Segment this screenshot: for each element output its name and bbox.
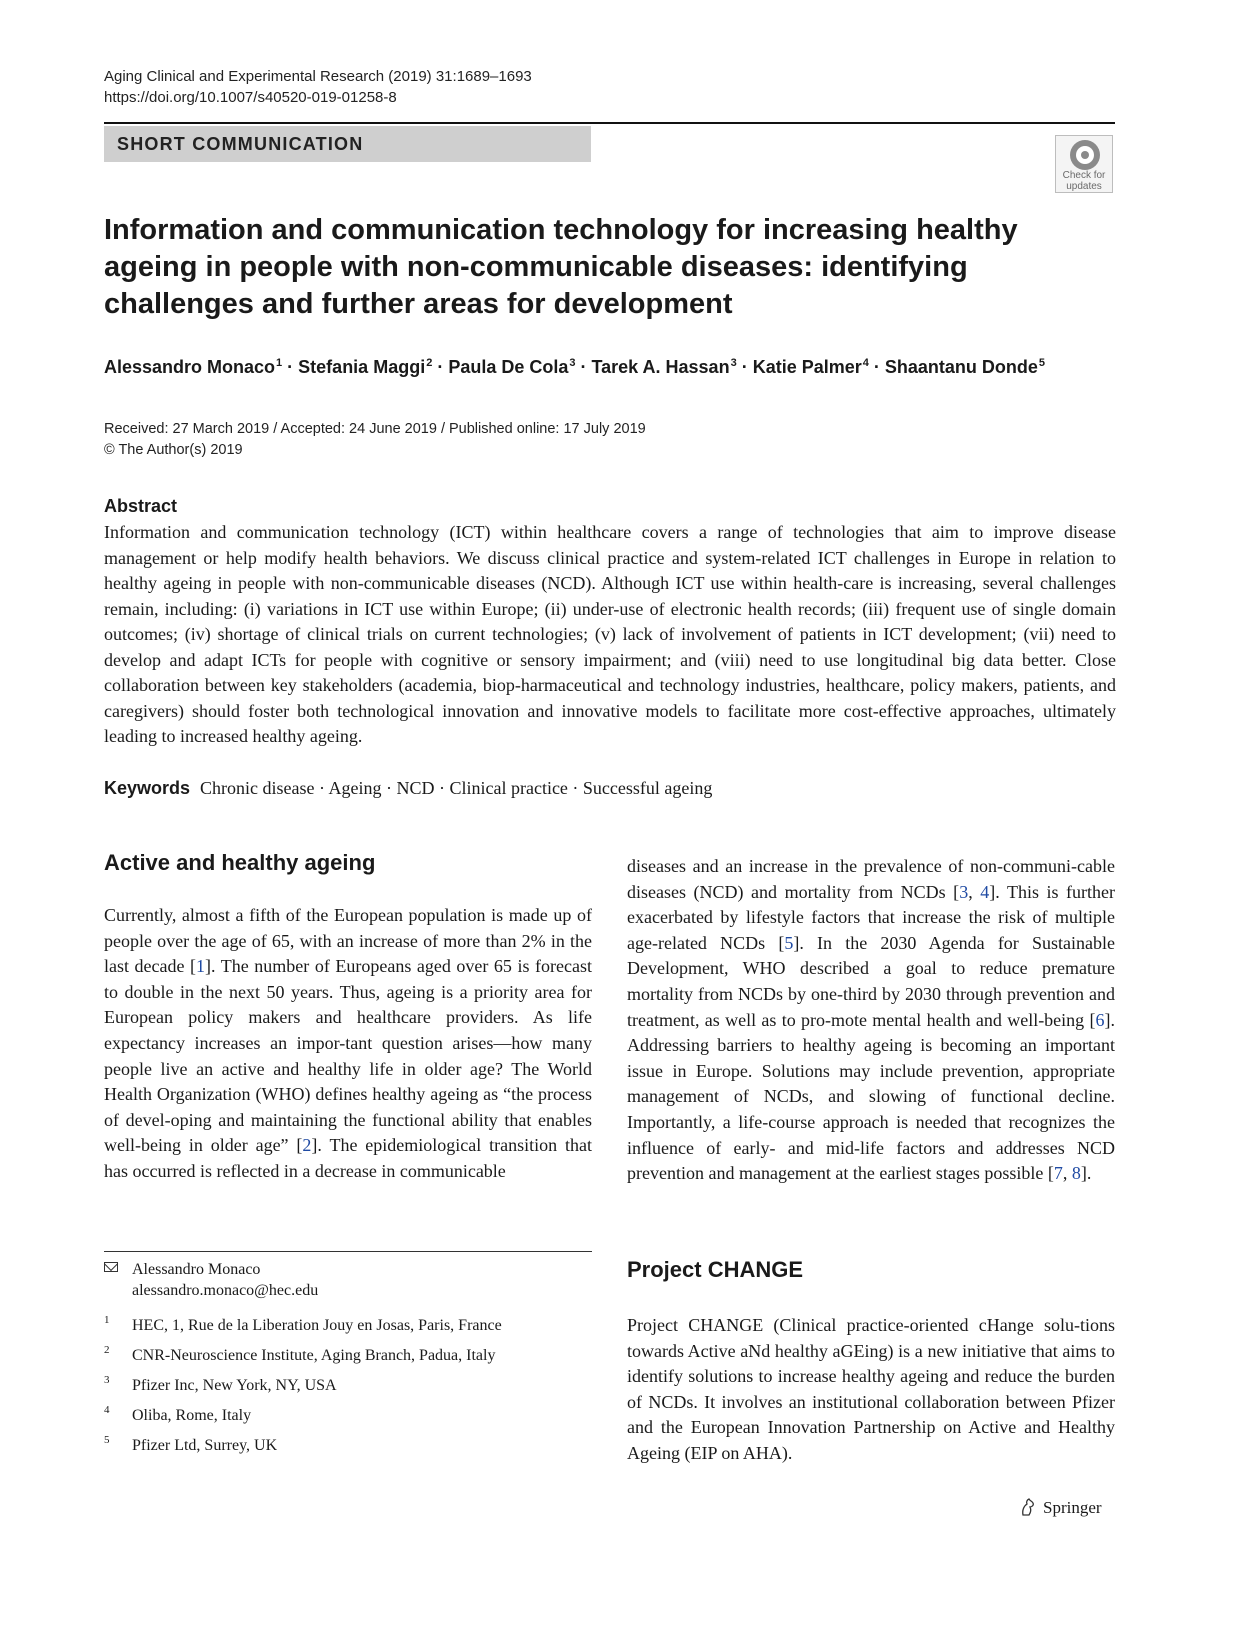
keywords-list: Chronic disease · Ageing · NCD · Clinical practice · Successful ageing (200, 778, 713, 798)
section-heading-active-ageing: Active and healthy ageing (104, 850, 376, 875)
body-paragraph: Project CHANGE (Clinical practice-oriented cHange solu-tions towards Active aNd healthy aGEing) is a new initiative that aims to identify solutions to increase healthy ageing and reduce the burden of NCDs. It involves an institutional collaboration between Pfizer and the European Innovation Partnership on Active and Healthy Ageing (EIP on AHA). (627, 1315, 1115, 1463)
history-dates: Received: 27 March 2019 / Accepted: 24 June 2019 / Published online: 17 July 2019 (104, 421, 646, 437)
abstract-heading: Abstract (104, 496, 178, 516)
publisher-name: Springer (1043, 1498, 1102, 1517)
copyright: © The Author(s) 2019 (104, 442, 243, 458)
check-for-updates-button[interactable] (1055, 135, 1113, 193)
springer-horse-icon (1019, 1497, 1037, 1517)
citation-link[interactable]: 4 (980, 881, 990, 902)
envelope-icon (104, 1262, 118, 1272)
author[interactable]: Alessandro Monaco$^1$ (104, 357, 283, 377)
doi-link[interactable]: https://doi.org/10.1007/s40520-019-01258-8 (104, 89, 397, 106)
abstract-text: Information and communication technology (ICT) within healthcare covers a range of technologies that aim to improve disease management or help modify health behaviors. We discuss clinical practice and system-related ICT challenges in Europe in relation to healthy ageing in people with non-communicable diseases (NCD). Although ICT use within health-care is increasing, several challenges remain, including: (i) variations in ICT use within Europe; (ii) under-use of electronic health records; (iii) frequent use of single domain outcomes; (iv) shortage of clinical trials on current technologies; (v) lack of involvement of patients in ICT development; (vii) need to develop and adapt ICTs for people with cognitive or sensory impairment; and (viii) need to use longitudinal big data better. Close collaboration between key stakeholders (academia, biop-harmaceutical and technology industries, healthcare, policy makers, patients, and caregivers) should foster both technological innovation and innovative models to facilitate more cost-effective approaches, ultimately leading to increased healthy ageing. (104, 522, 1116, 746)
author[interactable]: Stefania Maggi$^2$ (298, 357, 433, 377)
citation-link[interactable]: 7 (1053, 1163, 1063, 1184)
section-label-bar (104, 126, 591, 162)
citation-link[interactable]: 6 (1095, 1009, 1105, 1030)
author-list: Alessandro Monaco$^1$ · Stefania Maggi$^2$ · Paula De Cola$^3$ · Tarek A. Hassan$^3$ · Katie Palmer$^4$ · Shaantanu Donde$^5$ (104, 357, 1046, 377)
citation-link[interactable]: 8 (1071, 1163, 1081, 1184)
citation-link[interactable]: 3 (959, 881, 969, 902)
author[interactable]: Tarek A. Hassan$^3$ (591, 357, 737, 377)
journal-citation: Aging Clinical and Experimental Research (2019) 31:1689–1693 (104, 68, 532, 85)
keywords-label: Keywords (104, 778, 191, 798)
author[interactable]: Katie Palmer$^4$ (752, 357, 869, 377)
journal-header (104, 66, 532, 108)
corresponding-email[interactable]: alessandro.monaco@hec.edu (132, 1282, 319, 1299)
body-paragraph: Currently, almost a fifth of the European population is made up of people over the age of 65, with an increase of more than 2% in the last decade [1]. The number of Europeans aged over 65 is forecast to double in the next 50 years. Thus, ageing is a priority area for European policy makers and healthcare providers. As life expectancy increases an impor-tant question arises—how many people live an active and healthy life in older age? The World Health Organization (WHO) defines healthy ageing as “the process of devel-oping and maintaining the functional ability that enables well-being in older age” [2]. The epidemiological transition that has occurred is reflected in a decrease in communicable (104, 905, 592, 1181)
publisher-logo (1019, 1497, 1102, 1518)
check-updates-label: Check for updates (1062, 170, 1106, 192)
citation-link[interactable]: 5 (784, 932, 794, 953)
corresponding-name: Alessandro Monaco (132, 1261, 261, 1278)
footnote-rule (104, 1251, 592, 1252)
keywords (104, 778, 1116, 799)
section-label: SHORT COMMUNICATION (117, 134, 364, 154)
body-paragraph: diseases and an increase in the prevalence of non-communi-cable diseases (NCD) and mortality from NCDs [3, 4]. This is further exacerbated by lifestyle factors that increase the risk of multiple age-related NCDs [5]. In the 2030 Agenda for Sustainable Development, WHO described a goal to reduce premature mortality from NCDs by one-third by 2030 through prevention and treatment, as well as to pro-mote mental health and well-being [6]. Addressing barriers to healthy ageing is becoming an important issue in Europe. Solutions may include prevention, appropriate management of NCDs, and slowing of functional decline. Importantly, a life-course approach is needed that recognizes the influence of early- and mid-life factors and addresses NCD prevention and management at the earliest stages possible [7, 8]. (627, 856, 1115, 1184)
article-title: Information and communication technology for increasing healthy ageing in people with non-communicable diseases: identifying challenges and further areas for development (104, 214, 1018, 320)
citation-link[interactable]: 1 (196, 956, 206, 977)
publication-dates (104, 419, 646, 461)
check-updates-icon (1070, 140, 1100, 170)
header-rule (104, 122, 1115, 124)
author[interactable]: Paula De Cola$^3$ (448, 357, 576, 377)
section-heading-project-change: Project CHANGE (627, 1257, 804, 1282)
citation-link[interactable]: 2 (302, 1135, 312, 1156)
author[interactable]: Shaantanu Donde$^5$ (884, 357, 1046, 377)
